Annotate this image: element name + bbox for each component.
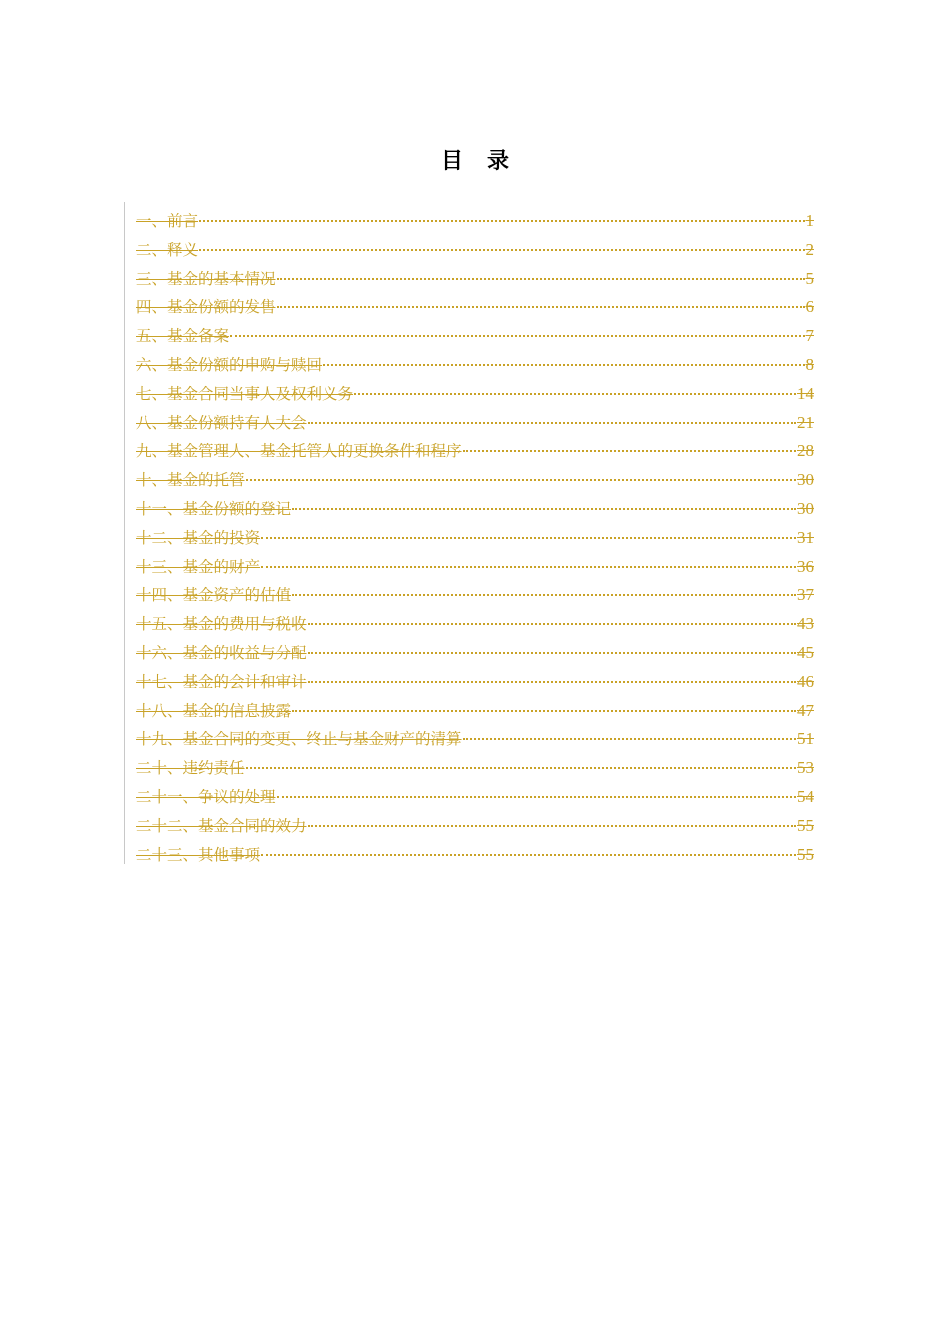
toc-leader-dots xyxy=(261,854,796,856)
toc-leader-dots xyxy=(292,594,796,596)
toc-entry[interactable] xyxy=(136,380,814,409)
toc-entry[interactable] xyxy=(136,697,814,726)
toc-entry-page: 45 xyxy=(797,642,814,662)
toc-entry-label: 二十、违约责任 xyxy=(136,759,245,778)
toc-entry-label: 二十二、基金合同的效力 xyxy=(136,816,307,835)
toc-entry-page: 54 xyxy=(797,786,814,806)
toc-entry-page: 43 xyxy=(797,614,814,634)
toc-entry[interactable] xyxy=(136,610,814,639)
toc-entry-label: 十八、基金的信息披露 xyxy=(136,701,292,720)
toc-leader-dots xyxy=(308,652,796,654)
toc-entry-label: 六、基金份额的申购与赎回 xyxy=(136,355,323,374)
toc-entry-page: 53 xyxy=(797,758,814,778)
toc-entry-page: 28 xyxy=(797,441,814,461)
toc-entry-page: 14 xyxy=(797,383,814,403)
toc-entry-label: 三、基金的基本情况 xyxy=(136,269,276,288)
toc-entry[interactable] xyxy=(136,668,814,697)
toc-entry-label: 十三、基金的财产 xyxy=(136,557,261,576)
toc-entry[interactable] xyxy=(136,754,814,783)
toc-entry[interactable] xyxy=(136,841,814,870)
toc-entry[interactable] xyxy=(136,409,814,438)
toc-entry-page: 30 xyxy=(797,498,814,518)
toc-entry[interactable] xyxy=(136,639,814,668)
page-title: 目录 xyxy=(440,149,533,174)
toc-entry-label: 九、基金管理人、基金托管人的更换条件和程序 xyxy=(136,442,462,461)
toc-entry-label: 四、基金份额的发售 xyxy=(136,298,276,317)
toc-entry-page: 21 xyxy=(797,412,814,432)
toc-entry[interactable] xyxy=(136,322,814,351)
toc-leader-dots xyxy=(230,335,804,337)
toc-entry-label: 八、基金份额持有人大会 xyxy=(136,413,307,432)
toc-entry[interactable] xyxy=(136,466,814,495)
toc-entry[interactable] xyxy=(136,236,814,265)
toc-leader-dots xyxy=(463,738,796,740)
toc-entry-label: 二、释义 xyxy=(136,240,199,259)
toc-entry[interactable] xyxy=(136,265,814,294)
toc-entry-label: 七、基金合同当事人及权利义务 xyxy=(136,384,354,403)
toc-entry[interactable] xyxy=(136,553,814,582)
toc-leader-dots xyxy=(308,422,796,424)
toc-leader-dots xyxy=(199,220,804,222)
toc-entry[interactable] xyxy=(136,725,814,754)
toc-leader-dots xyxy=(354,393,796,395)
toc-entry-page: 47 xyxy=(797,700,814,720)
toc-entry[interactable] xyxy=(136,437,814,466)
toc-entry-page: 5 xyxy=(805,268,814,288)
toc-leader-dots xyxy=(246,479,796,481)
toc-entry-label: 十七、基金的会计和审计 xyxy=(136,672,307,691)
toc-leader-dots xyxy=(292,710,796,712)
toc-leader-dots xyxy=(308,681,796,683)
toc-leader-dots xyxy=(463,450,796,452)
toc-leader-dots xyxy=(199,249,804,251)
toc-margin-line xyxy=(124,202,125,864)
toc-entry[interactable] xyxy=(136,812,814,841)
toc-entry[interactable] xyxy=(136,293,814,322)
toc-entry-label: 十、基金的托管 xyxy=(136,471,245,490)
toc-entry-page: 36 xyxy=(797,556,814,576)
toc-entry-page: 8 xyxy=(805,354,814,374)
toc-leader-dots xyxy=(308,623,796,625)
toc-entry-label: 一、前言 xyxy=(136,212,199,230)
toc-entry-page: 37 xyxy=(797,585,814,605)
toc-entry[interactable] xyxy=(136,495,814,524)
toc-entry[interactable] xyxy=(136,351,814,380)
toc-leader-dots xyxy=(246,767,796,769)
toc-entry-label: 二十一、争议的处理 xyxy=(136,787,276,806)
toc-entry-label: 十六、基金的收益与分配 xyxy=(136,643,307,662)
toc-entry-label: 十四、基金资产的估值 xyxy=(136,586,292,605)
toc-leader-dots xyxy=(277,278,805,280)
toc-entry-page: 55 xyxy=(797,844,814,864)
toc-leader-dots xyxy=(277,796,796,798)
toc-entry-page: 51 xyxy=(797,729,814,749)
toc-entry[interactable] xyxy=(136,581,814,610)
toc-entry-page: 30 xyxy=(797,470,814,490)
toc-leader-dots xyxy=(261,537,796,539)
toc-leader-dots xyxy=(323,364,804,366)
toc-entry-page: 7 xyxy=(805,326,814,346)
toc-entry-label: 十九、基金合同的变更、终止与基金财产的清算 xyxy=(136,730,462,749)
toc-leader-dots xyxy=(277,306,805,308)
toc-entry-page: 1 xyxy=(805,211,814,230)
toc-leader-dots xyxy=(292,508,796,510)
toc-entry-page: 31 xyxy=(797,527,814,547)
toc-entry-label: 二十三、其他事项 xyxy=(136,845,261,864)
toc-entry[interactable] xyxy=(136,207,814,236)
toc-entry-page: 55 xyxy=(797,815,814,835)
table-of-contents xyxy=(136,207,814,869)
toc-leader-dots xyxy=(308,825,796,827)
toc-entry[interactable] xyxy=(136,783,814,812)
toc-entry-page: 6 xyxy=(805,297,814,317)
toc-entry-page: 2 xyxy=(805,239,814,259)
toc-entry[interactable] xyxy=(136,524,814,553)
toc-entry-label: 十五、基金的费用与税收 xyxy=(136,615,307,634)
toc-leader-dots xyxy=(261,566,796,568)
toc-entry-label: 五、基金备案 xyxy=(136,327,230,346)
toc-entry-page: 46 xyxy=(797,671,814,691)
toc-entry-label: 十二、基金的投资 xyxy=(136,528,261,547)
toc-entry-label: 十一、基金份额的登记 xyxy=(136,499,292,518)
